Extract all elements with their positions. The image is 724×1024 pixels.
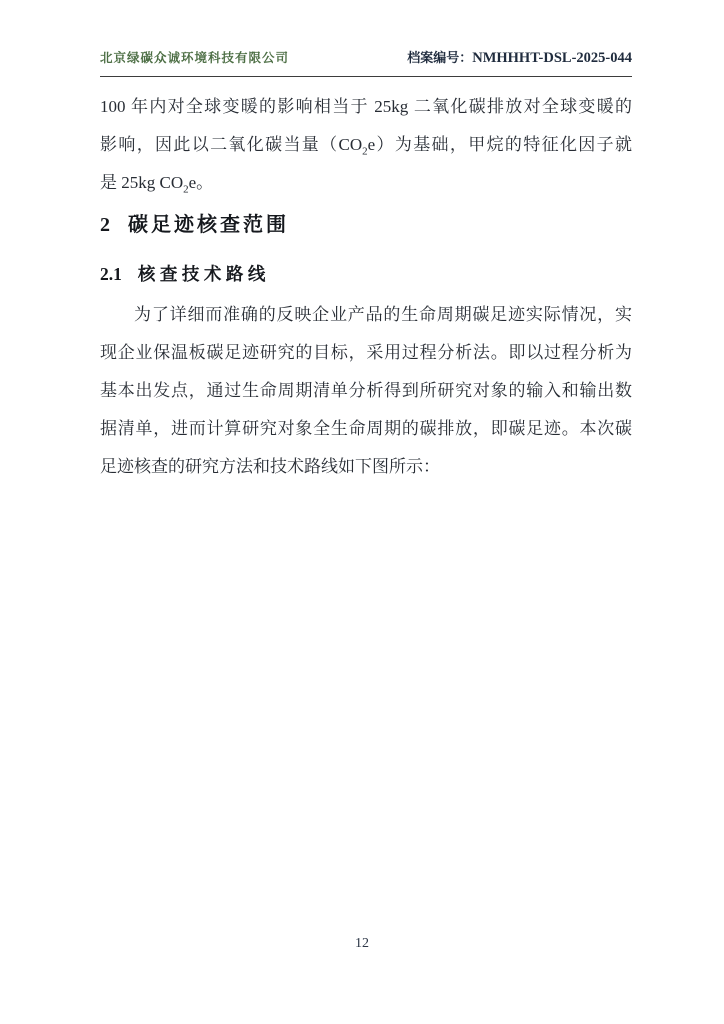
co2e-subscript: 2 <box>362 145 368 158</box>
text-segment: 基本出发点，通过生命周期清单分析得到所研究对象的输入和输出数 <box>100 381 632 400</box>
text-segment: 据清单，进而计算研究对象全生命周期的碳排放，即碳足迹。本次碳 <box>100 419 632 438</box>
archive-number-label: 档案编号： <box>407 50 473 65</box>
subsection-heading-2-1 <box>100 262 632 287</box>
section-title: 碳足迹核查范围 <box>128 214 289 236</box>
text-segment: 100 年内对全球变暖的影响相当于 25kg 二氧化碳排放对全球变暖的 <box>100 97 632 116</box>
page-header <box>100 47 632 77</box>
paragraph-gwp-methane <box>100 88 632 202</box>
text-segment: 现企业保温板碳足迹研究的目标，采用过程分析法。即以过程分析为 <box>100 343 632 362</box>
text-segment: 是 25kg CO <box>100 173 184 192</box>
archive-number-group <box>407 47 632 67</box>
text-line <box>100 448 632 486</box>
text-line <box>100 334 632 372</box>
company-name: 北京绿碳众诚环境科技有限公司 <box>100 51 290 65</box>
text-line <box>100 410 632 448</box>
text-line <box>100 88 632 126</box>
subsection-number: 2.1 <box>100 264 122 284</box>
section-heading-2 <box>100 211 632 239</box>
archive-number-value: NMHHHT-DSL-2025-044 <box>472 50 632 66</box>
text-segment: 影响，因此以二氧化碳当量（CO <box>100 135 363 154</box>
page-content-column <box>100 0 632 486</box>
section-number: 2 <box>100 214 110 236</box>
text-line <box>100 372 632 410</box>
text-segment: 为了详细而准确的反映企业产品的生命周期碳足迹实际情况，实 <box>134 305 632 324</box>
text-line <box>100 126 632 164</box>
text-segment: e。 <box>188 173 214 192</box>
page-number: 12 <box>355 936 369 951</box>
subsection-title: 核查技术路线 <box>137 264 270 284</box>
paragraph-methodology <box>100 296 632 486</box>
co2e-subscript: 2 <box>183 183 189 196</box>
text-line <box>100 296 632 334</box>
text-segment: e）为基础，甲烷的特征化因子就 <box>367 135 632 154</box>
text-segment: 足迹核查的研究方法和技术路线如下图所示： <box>100 457 440 476</box>
text-line <box>100 164 632 202</box>
